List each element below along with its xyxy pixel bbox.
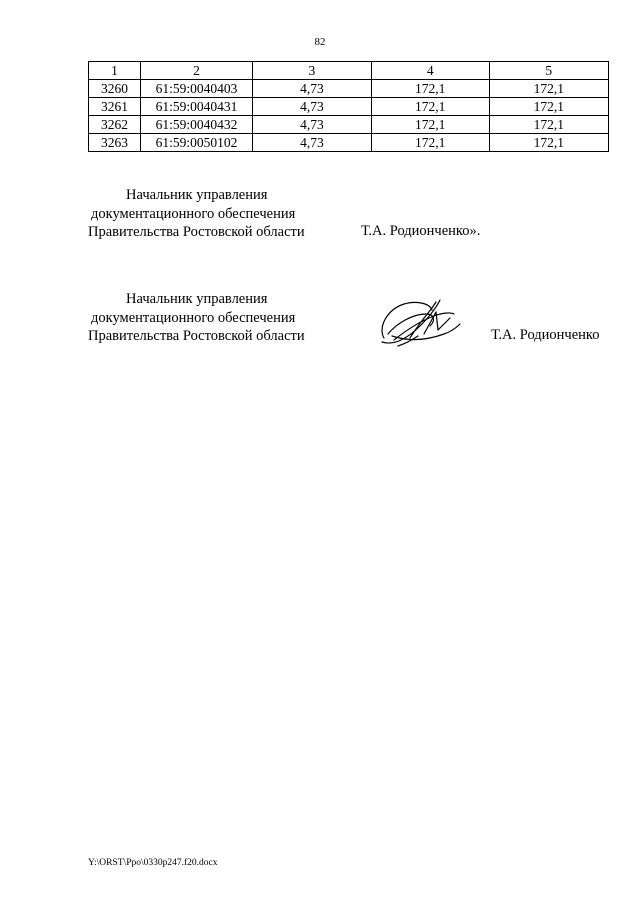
position-line: Начальник управления bbox=[126, 187, 268, 203]
table-row bbox=[89, 134, 609, 152]
table-cell: 172,1 bbox=[371, 116, 489, 134]
table-cell: 4,73 bbox=[252, 116, 371, 134]
table-row bbox=[89, 116, 609, 134]
table-cell: 61:59:0050102 bbox=[141, 134, 253, 152]
table-cell: 3263 bbox=[89, 134, 141, 152]
table-cell: 4,73 bbox=[252, 98, 371, 116]
table-cell: 3260 bbox=[89, 80, 141, 98]
signature-block-position-2 bbox=[88, 290, 338, 346]
position-line: документационного обеспечения bbox=[91, 205, 296, 222]
table-cell: 172,1 bbox=[371, 98, 489, 116]
signatory-name-1: Т.А. Родионченко». bbox=[361, 223, 481, 239]
table-header-row bbox=[89, 62, 609, 80]
table-cell: 61:59:0040431 bbox=[141, 98, 253, 116]
table-row bbox=[89, 98, 609, 116]
table-row bbox=[89, 80, 609, 98]
table-cell: 3261 bbox=[89, 98, 141, 116]
header-cell: 3 bbox=[252, 62, 371, 80]
table-cell: 172,1 bbox=[489, 80, 609, 98]
table-cell: 172,1 bbox=[371, 134, 489, 152]
signatory-name-2: Т.А. Родионченко bbox=[491, 327, 600, 343]
position-line: Правительства Ростовской области bbox=[88, 328, 305, 344]
data-table bbox=[88, 61, 609, 152]
header-cell: 5 bbox=[489, 62, 609, 80]
header-cell: 1 bbox=[89, 62, 141, 80]
page-number: 82 bbox=[314, 36, 326, 48]
table-cell: 172,1 bbox=[371, 80, 489, 98]
header-cell: 4 bbox=[371, 62, 489, 80]
table-cell: 4,73 bbox=[252, 80, 371, 98]
table-cell: 61:59:0040403 bbox=[141, 80, 253, 98]
table-cell: 172,1 bbox=[489, 116, 609, 134]
table-cell: 3262 bbox=[89, 116, 141, 134]
table-cell: 172,1 bbox=[489, 134, 609, 152]
footer-file-path: Y:\ORST\Ppo\0330p247.f20.docx bbox=[88, 858, 218, 868]
handwritten-signature-icon bbox=[374, 294, 464, 356]
position-line: документационного обеспечения bbox=[91, 309, 296, 326]
table-cell: 172,1 bbox=[489, 98, 609, 116]
header-cell: 2 bbox=[141, 62, 253, 80]
position-line: Начальник управления bbox=[126, 291, 268, 307]
table-cell: 61:59:0040432 bbox=[141, 116, 253, 134]
signature-block-position-1 bbox=[88, 186, 338, 242]
position-line: Правительства Ростовской области bbox=[88, 224, 305, 240]
table-cell: 4,73 bbox=[252, 134, 371, 152]
